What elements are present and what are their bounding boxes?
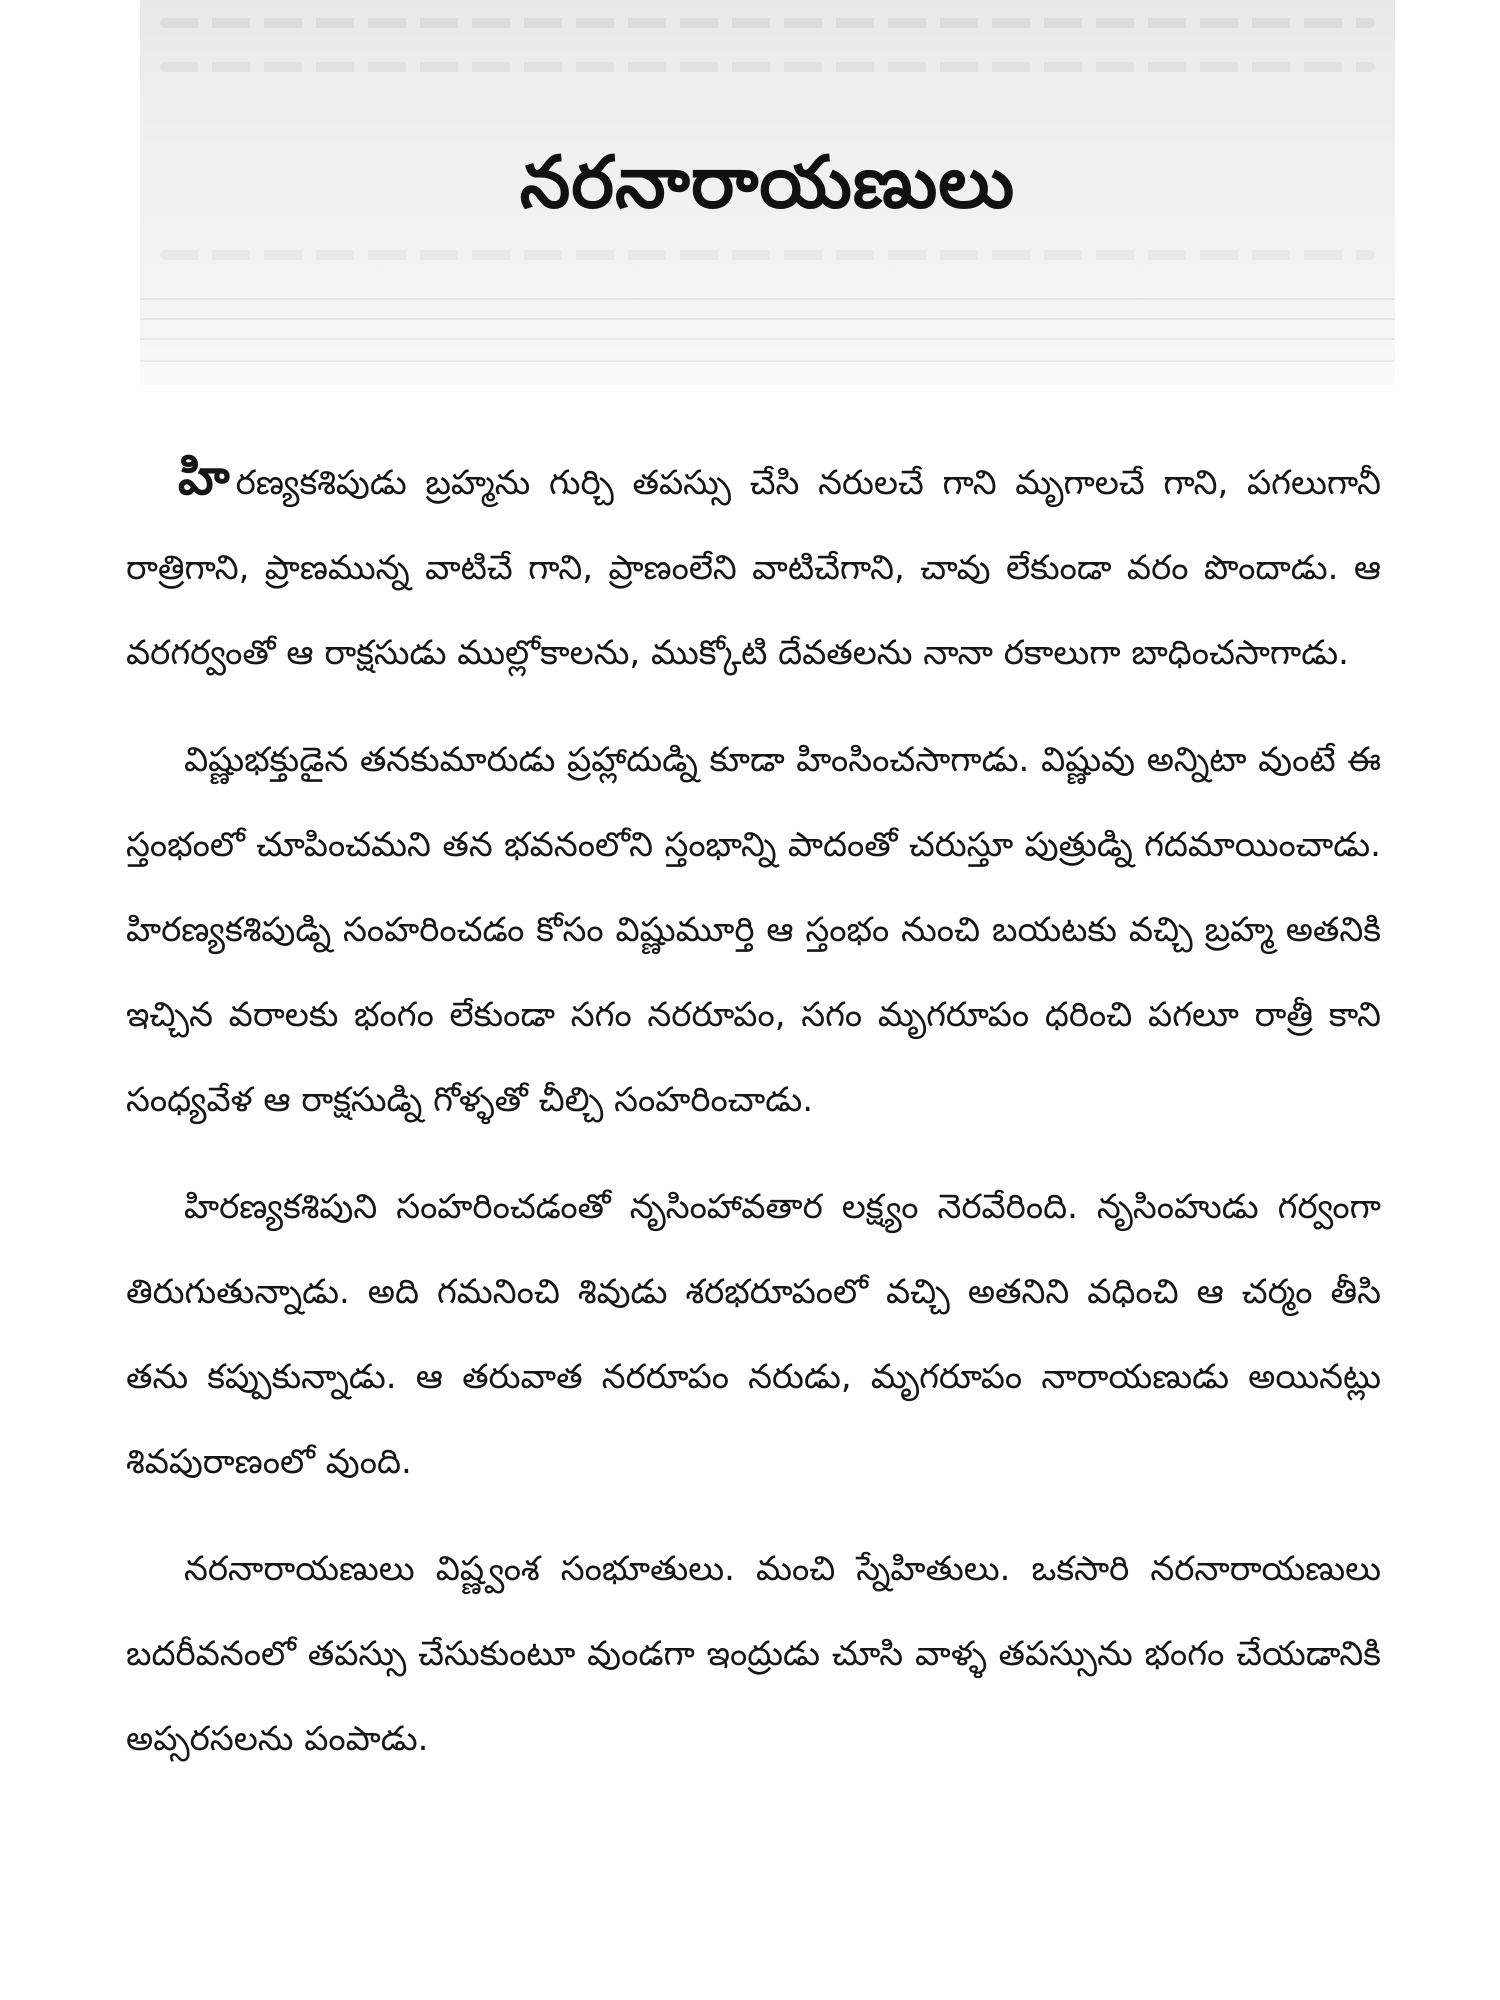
lead-syllable: హి	[178, 448, 230, 506]
header-rule	[140, 318, 1395, 320]
header-rule	[140, 338, 1395, 340]
header-rule	[140, 360, 1395, 362]
paragraph-1	[126, 435, 1381, 696]
header-rule	[140, 298, 1395, 300]
chapter-title: నరనారాయణులు	[519, 140, 1016, 224]
bleed-through-line	[160, 18, 1375, 28]
paragraph-4: నరనారాయణులు విష్ణ్వంశ సంభూతులు. మంచి స్నేహితులు. ఒకసారి నరనారాయణులు బదరీవనంలో తపస్సు చేసుకుంటూ వుండగా ఇంద్రుడు చూసి వాళ్ళ తపస్సును భంగం చేయడానికి అప్సరసలను పంపాడు.	[126, 1549, 1381, 1759]
paragraph-text: రణ్యకశిపుడు బ్రహ్మను గుర్చి తపస్సు చేసి నరులచే గాని మృగాలచే గాని, పగలుగానీ రాత్రిగాని, ప్రాణమున్న వాటిచే గాని, ప్రాణంలేని వాటిచేగాని, చావు లేకుండా వరం పొందాడు. ఆ వరగర్వంతో ఆ రాక్షసుడు ముల్లోకాలను, ముక్కోటి దేవతలను నానా రకాలుగా బాధించసాగాడు.	[126, 463, 1381, 673]
paragraph-3: హిరణ్యకశిపుని సంహరించడంతో నృసింహావతార లక్ష్యం నెరవేరింది. నృసింహుడు గర్వంగా తిరుగుతున్నాడు. అది గమనించి శివుడు శరభరూపంలో వచ్చి అతనిని వధించి ఆ చర్మం తీసి తను కప్పుకున్నాడు. ఆ తరువాత నరరూపం నరుడు, మృగరూపం నారాయణుడు అయినట్లు శివపురాణంలో వుంది.	[126, 1187, 1381, 1482]
paragraph-2: విష్ణుభక్తుడైన తనకుమారుడు ప్రహ్లాదుడ్ని కూడా హింసించసాగాడు. విష్ణువు అన్నిటా వుంటే ఈ స్తంభంలో చూపించమని తన భవనంలోని స్తంభాన్ని పాదంతో చరుస్తూ పుత్రుడ్ని గదమాయించాడు. హిరణ్యకశిపుడ్ని సంహరించడం కోసం విష్ణుమూర్తి ఆ స్తంభం నుంచి బయటకు వచ్చి బ్రహ్మ అతనికి ఇచ్చిన వరాలకు భంగం లేకుండా సగం నరరూపం, సగం మృగరూపం ధరించి పగలూ రాత్రీ కాని సంధ్యవేళ ఆ రాక్షసుడ్ని గోళ్ళతో చీల్చి సంహరించాడు.	[126, 740, 1381, 1120]
chapter-body	[126, 435, 1381, 1804]
bleed-through-line	[160, 62, 1375, 72]
bleed-through-line	[160, 250, 1375, 260]
